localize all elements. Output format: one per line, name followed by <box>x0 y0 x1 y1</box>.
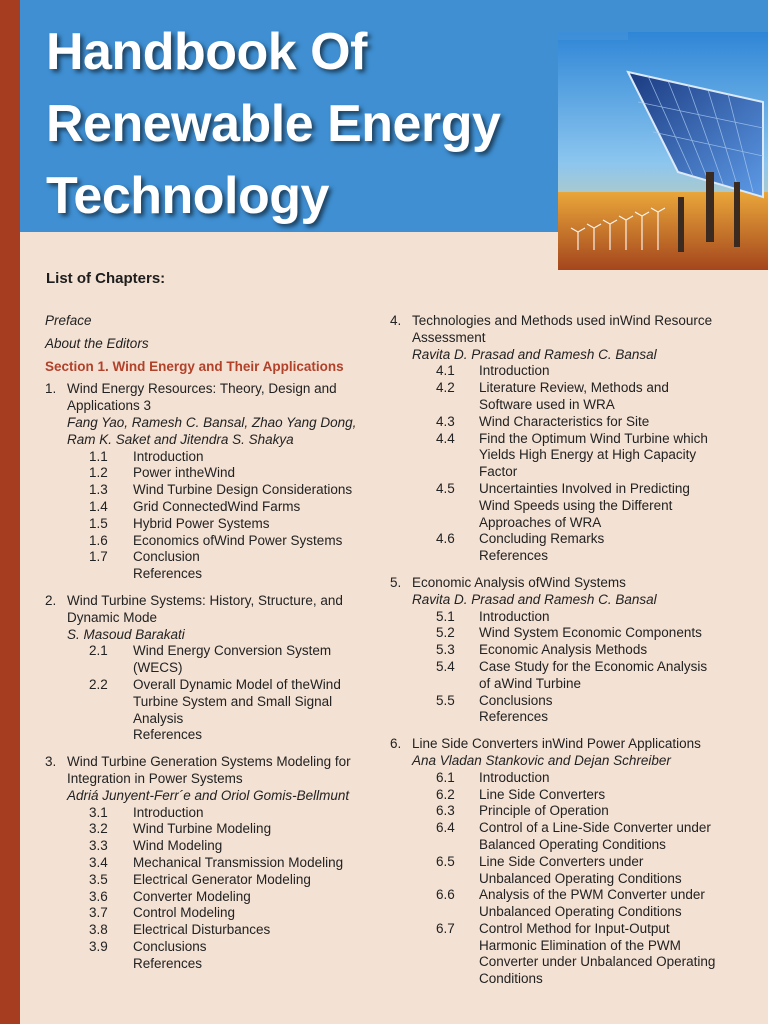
subsection-item <box>45 449 375 466</box>
subsection-item <box>390 693 735 710</box>
subsection-title: Introduction <box>133 448 204 464</box>
subsection-number <box>45 711 133 728</box>
subsection-item <box>390 498 735 515</box>
subsection-number <box>390 871 479 888</box>
chapter-gap <box>390 565 735 575</box>
subsection-number: 6.5 <box>436 853 455 869</box>
subsection-item <box>390 954 735 971</box>
chapter-number: 2. <box>45 592 57 608</box>
chapter-entry <box>45 593 375 744</box>
subsection-title: Introduction <box>479 363 550 379</box>
chapter-authors: S. Masoud Barakati <box>67 626 185 642</box>
subsection-title: Control of a Line-Side Converter under <box>479 820 711 836</box>
subsection-title: Unbalanced Operating Conditions <box>479 904 682 920</box>
chapter-title-text: Line Side Converters inWind Power Applications <box>412 736 701 752</box>
subsection-number: 1.7 <box>89 549 108 565</box>
subsection-number: 1.3 <box>89 482 108 498</box>
subsection-number: 1.2 <box>89 465 108 481</box>
subsection-item <box>390 515 735 532</box>
chapter-title-line <box>45 593 375 610</box>
subsection-number: 1.5 <box>89 515 108 531</box>
subsection-title: Balanced Operating Conditions <box>479 836 666 852</box>
subsection-item <box>390 380 735 397</box>
subsection-item <box>45 533 375 550</box>
subsection-item <box>45 711 375 728</box>
chapter-number: 4. <box>390 313 402 328</box>
chapter-title-line <box>45 754 375 771</box>
subsection-item <box>45 821 375 838</box>
subsection-title: Uncertainties Involved in Predicting <box>479 480 690 496</box>
subsection-number: 3.6 <box>89 888 108 904</box>
subsection-title: Electrical Generator Modeling <box>133 871 311 887</box>
subsection-number: 4.3 <box>436 413 455 429</box>
subsection-title: Wind Turbine Design Considerations <box>133 482 353 498</box>
subsection-item <box>390 625 735 642</box>
preface-entry: Preface <box>45 313 92 328</box>
subsection-title: Software used in WRA <box>479 396 615 412</box>
chapter-gap <box>390 726 735 736</box>
solar-wind-cover-image <box>558 32 768 270</box>
subsection-number: 5.2 <box>436 625 455 641</box>
subsection-number <box>390 515 479 532</box>
subsection-title: Introduction <box>479 608 550 624</box>
subsection-title: Power intheWind <box>133 465 236 481</box>
subsection-number: 6.4 <box>436 820 455 836</box>
subsection-title: Electrical Disturbances <box>133 922 271 938</box>
chapter-authors: Ana Vladan Stankovic and Dejan Schreiber <box>412 752 671 768</box>
subsection-number: 5.5 <box>436 692 455 708</box>
subsection-title: Factor <box>479 464 518 480</box>
subsection-item <box>45 677 375 694</box>
subsection-item <box>390 397 735 414</box>
chapter-title-text: Applications 3 <box>67 398 152 414</box>
chapter-title-text: Economic Analysis ofWind Systems <box>412 574 626 590</box>
subsection-title: Hybrid Power Systems <box>133 515 270 531</box>
chapter-entry <box>390 736 735 988</box>
subsection-title: Conclusion <box>133 549 200 565</box>
chapter-number: 1. <box>45 381 57 397</box>
subsection-number: 4.6 <box>436 531 455 547</box>
subsection-item <box>45 838 375 855</box>
title-line-1: Handbook Of <box>46 23 367 81</box>
subsection-title: Yields High Energy at High Capacity <box>479 447 697 463</box>
chapter-entry <box>45 754 375 972</box>
subsection-item <box>45 549 375 566</box>
book-title <box>46 16 500 232</box>
chapter-number <box>45 398 67 415</box>
chapter-authors: Ram K. Saket and Jitendra S. Shakya <box>67 431 294 447</box>
subsection-item <box>45 889 375 906</box>
subsection-number <box>390 837 479 854</box>
subsection-number: 6.1 <box>436 769 455 785</box>
subsection-title: Harmonic Elimination of the PWM <box>479 937 681 953</box>
subsection-item <box>45 499 375 516</box>
subsection-number: 3.9 <box>89 938 108 954</box>
chapter-title-text: Integration in Power Systems <box>67 770 243 786</box>
about-editors-entry: About the Editors <box>45 335 149 351</box>
subsection-item <box>45 465 375 482</box>
subsection-number: 3.4 <box>89 854 108 870</box>
subsection-title: Analysis of the PWM Converter under <box>479 887 705 903</box>
subsection-item <box>390 938 735 955</box>
subsection-title: Mechanical Transmission Modeling <box>133 854 344 870</box>
chapter-title-line <box>45 610 375 627</box>
subsection-title: Economics ofWind Power Systems <box>133 532 343 548</box>
subsection-number: 3.7 <box>89 905 108 921</box>
subsection-item <box>390 787 735 804</box>
subsection-title: Conclusions <box>133 938 207 954</box>
subsection-number: 6.6 <box>436 887 455 903</box>
chapter-authors: Adriá Junyent-Ferr´e and Oriol Gomis-Bellmunt <box>67 787 350 803</box>
subsection-number <box>390 971 479 988</box>
chapter-title-line <box>390 736 735 753</box>
subsection-title: Overall Dynamic Model of theWind <box>133 676 341 692</box>
list-of-chapters-heading: List of Chapters: <box>46 270 166 287</box>
subsection-title: Conclusions <box>479 692 553 708</box>
subsection-item <box>390 854 735 871</box>
subsection-number: 3.8 <box>89 922 108 938</box>
chapter-gap <box>45 744 375 754</box>
subsection-item <box>390 676 735 693</box>
chapter-entry <box>390 575 735 726</box>
references-entry: References <box>133 727 203 743</box>
subsection-item <box>45 805 375 822</box>
subsection-item <box>390 803 735 820</box>
chapter-title-text: Wind Turbine Generation Systems Modeling for <box>67 754 351 770</box>
subsection-item <box>390 414 735 431</box>
chapter-authors: Ravita D. Prasad and Ramesh C. Bansal <box>412 346 657 362</box>
subsection-title: Converter Modeling <box>133 888 251 904</box>
subsection-number: 4.1 <box>436 363 455 379</box>
subsection-number: 4.4 <box>436 430 455 446</box>
chapter-entry <box>390 313 735 565</box>
subsection-item <box>45 872 375 889</box>
subsection-item <box>390 871 735 888</box>
subsection-item <box>390 447 735 464</box>
subsection-title: Wind Modeling <box>133 838 223 854</box>
subsection-number <box>390 447 479 464</box>
subsection-title: Line Side Converters <box>479 786 606 802</box>
subsection-number: 2.2 <box>89 676 108 692</box>
subsection-title: Concluding Remarks <box>479 531 605 547</box>
chapter-title-line <box>45 771 375 788</box>
title-line-3: Technology <box>46 167 329 225</box>
subsection-item <box>390 363 735 380</box>
right-column <box>390 313 735 988</box>
subsection-item <box>45 922 375 939</box>
subsection-item <box>390 642 735 659</box>
subsection-number: 1.4 <box>89 498 108 514</box>
references-entry: References <box>133 955 203 971</box>
chapter-title-text: Dynamic Mode <box>67 609 158 625</box>
chapter-title-text: Assessment <box>412 329 486 345</box>
chapter-title-line <box>390 330 735 347</box>
subsection-item <box>390 531 735 548</box>
title-line-2: Renewable Energy <box>46 95 501 153</box>
subsection-number: 3.3 <box>89 838 108 854</box>
subsection-item <box>45 482 375 499</box>
subsection-number: 1.1 <box>89 448 108 464</box>
subsection-item <box>390 820 735 837</box>
chapter-number: 5. <box>390 574 402 590</box>
subsection-item <box>390 770 735 787</box>
chapter-gap <box>45 583 375 593</box>
references-entry: References <box>479 709 549 725</box>
subsection-title: Case Study for the Economic Analysis <box>479 658 708 674</box>
subsection-title: Literature Review, Methods and <box>479 380 669 396</box>
subsection-item <box>390 609 735 626</box>
subsection-number: 6.3 <box>436 803 455 819</box>
section-heading: Section 1. Wind Energy and Their Applications <box>45 358 344 374</box>
chapter-title-text: Wind Turbine Systems: History, Structure, and <box>67 592 343 608</box>
subsection-number: 4.5 <box>436 480 455 496</box>
chapter-title-text: Technologies and Methods used inWind Resource <box>412 313 713 328</box>
subsection-title: Grid ConnectedWind Farms <box>133 498 301 514</box>
subsection-number <box>390 676 479 693</box>
subsection-item <box>45 643 375 677</box>
chapter-number <box>45 610 67 627</box>
subsection-title: Wind Turbine Modeling <box>133 821 272 837</box>
left-column <box>45 313 375 972</box>
subsection-item <box>390 464 735 481</box>
subsection-item <box>390 921 735 938</box>
chapter-title-text: Wind Energy Resources: Theory, Design and <box>67 381 337 397</box>
subsection-number: 6.7 <box>436 920 455 936</box>
subsection-title: Conditions <box>479 971 543 987</box>
subsection-number <box>390 904 479 921</box>
subsection-item <box>390 837 735 854</box>
subsection-title: Analysis <box>133 710 184 726</box>
subsection-item <box>45 905 375 922</box>
subsection-number <box>390 498 479 515</box>
subsection-item <box>45 939 375 956</box>
subsection-number: 6.2 <box>436 786 455 802</box>
subsection-number: 5.4 <box>436 658 455 674</box>
subsection-title: Introduction <box>133 804 204 820</box>
subsection-number <box>390 954 479 971</box>
subsection-number <box>390 397 479 414</box>
chapter-number <box>390 330 412 347</box>
chapter-title-line <box>390 313 735 330</box>
chapter-title-line <box>390 575 735 592</box>
subsection-title: Control Modeling <box>133 905 236 921</box>
subsection-item <box>45 694 375 711</box>
subsection-item <box>390 904 735 921</box>
subsection-number: 1.6 <box>89 532 108 548</box>
subsection-number: 4.2 <box>436 380 455 396</box>
left-color-strip <box>0 0 20 1024</box>
chapter-title-line <box>45 381 375 398</box>
subsection-item <box>390 887 735 904</box>
chapter-authors: Ravita D. Prasad and Ramesh C. Bansal <box>412 591 657 607</box>
subsection-title: Wind Energy Conversion System (WECS) <box>133 643 332 676</box>
subsection-title: Turbine System and Small Signal <box>133 693 333 709</box>
chapter-number: 3. <box>45 754 57 770</box>
chapter-entry <box>45 381 375 583</box>
subsection-item <box>45 855 375 872</box>
chapter-number <box>45 771 67 788</box>
subsection-title: Economic Analysis Methods <box>479 642 648 658</box>
subsection-title: Unbalanced Operating Conditions <box>479 870 682 886</box>
subsection-number <box>390 464 479 481</box>
references-entry: References <box>479 548 549 564</box>
subsection-item <box>390 659 735 676</box>
subsection-item <box>45 516 375 533</box>
subsection-title: Control Method for Input-Output <box>479 920 670 936</box>
subsection-number: 3.2 <box>89 821 108 837</box>
subsection-title: Wind Characteristics for Site <box>479 413 650 429</box>
subsection-title: Converter under Unbalanced Operating <box>479 954 716 970</box>
subsection-number <box>390 938 479 955</box>
subsection-title: Principle of Operation <box>479 803 609 819</box>
subsection-number: 2.1 <box>89 643 108 659</box>
subsection-title: Introduction <box>479 769 550 785</box>
chapter-authors: Fang Yao, Ramesh C. Bansal, Zhao Yang Dong, <box>67 414 357 430</box>
subsection-number: 5.3 <box>436 642 455 658</box>
subsection-title: of aWind Turbine <box>479 675 582 691</box>
subsection-number: 3.1 <box>89 804 108 820</box>
subsection-title: Line Side Converters under <box>479 853 644 869</box>
chapters-left <box>45 381 375 972</box>
subsection-title: Wind Speeds using the Different <box>479 497 673 513</box>
chapter-title-line <box>45 398 375 415</box>
chapters-right <box>390 313 735 988</box>
subsection-number: 5.1 <box>436 608 455 624</box>
chapter-number: 6. <box>390 736 402 752</box>
subsection-item <box>390 481 735 498</box>
subsection-item <box>390 971 735 988</box>
subsection-title: Approaches of WRA <box>479 514 602 530</box>
subsection-title: Find the Optimum Wind Turbine which <box>479 430 708 446</box>
subsection-item <box>390 431 735 448</box>
references-entry: References <box>133 566 203 582</box>
subsection-number <box>45 694 133 711</box>
subsection-title: Wind System Economic Components <box>479 625 702 641</box>
subsection-number: 3.5 <box>89 871 108 887</box>
